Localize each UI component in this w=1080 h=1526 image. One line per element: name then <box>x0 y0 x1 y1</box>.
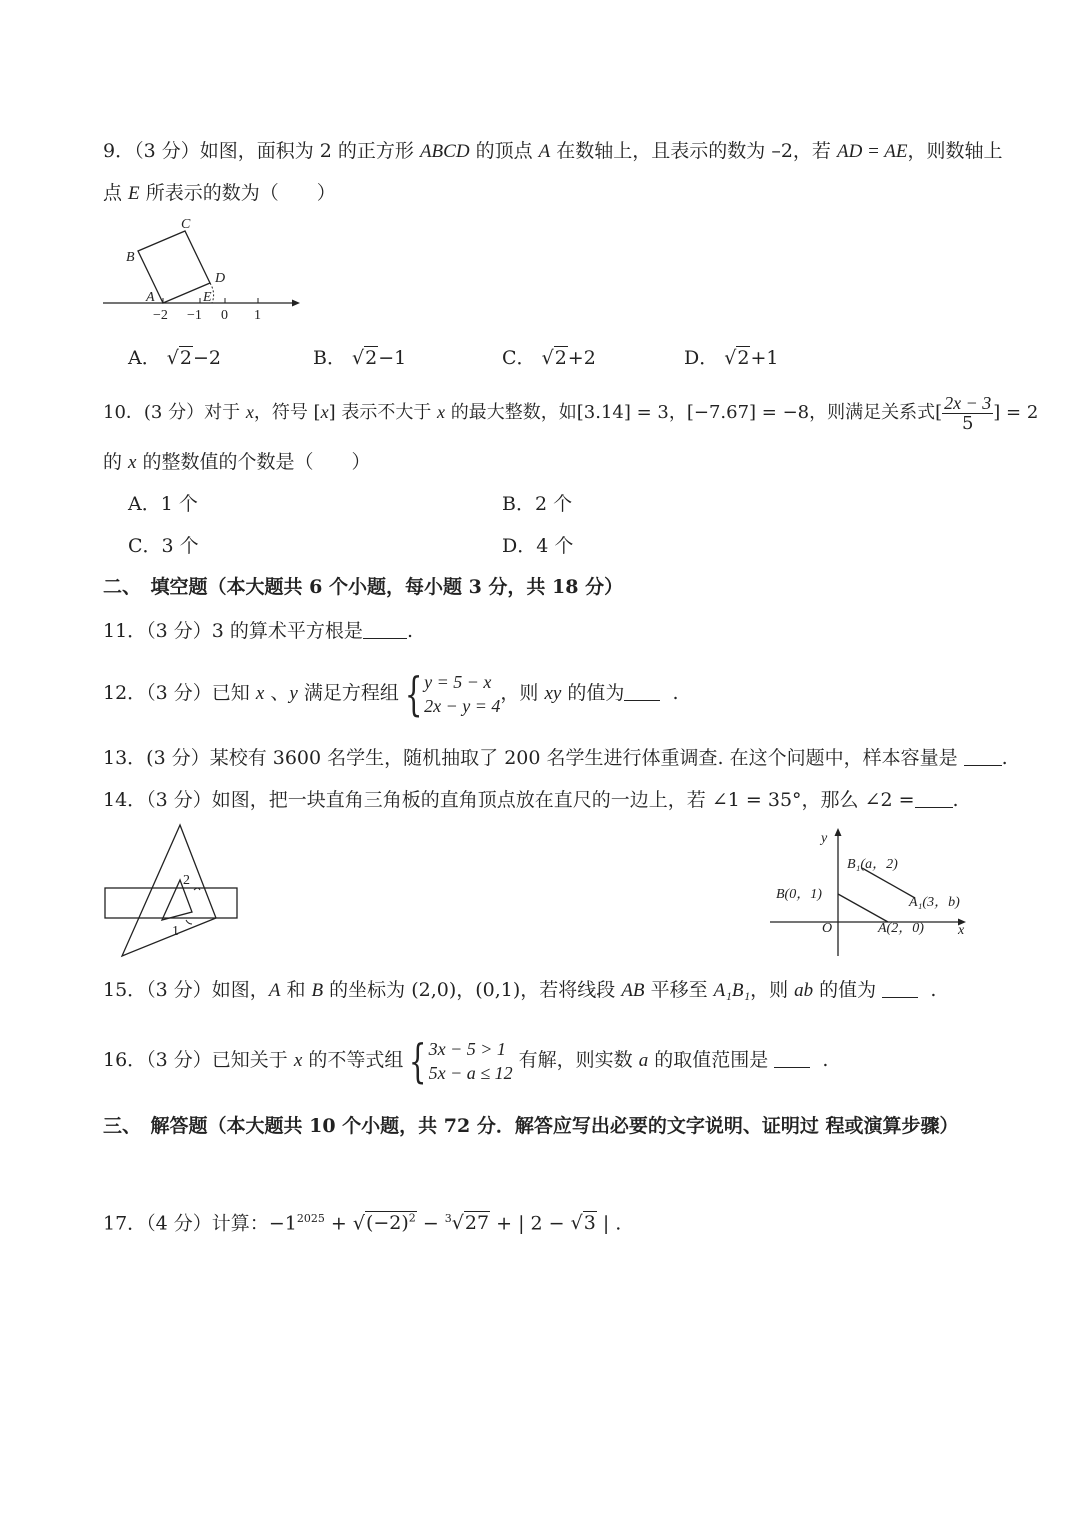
q10-option-d[interactable]: D．4 个 <box>502 535 574 557</box>
label-A: A <box>146 290 155 305</box>
q9-option-d[interactable]: D． √2+1 <box>684 347 779 369</box>
point-b-label: B(0，1) <box>776 887 822 902</box>
answer-blank[interactable] <box>915 789 953 808</box>
q9-equation: AD = AE <box>836 141 908 162</box>
q15-coordinate-figure <box>770 824 980 959</box>
answer-blank[interactable] <box>882 979 918 998</box>
answer-blank[interactable] <box>774 1049 810 1068</box>
q9-option-b[interactable]: B． √2−1 <box>313 347 407 369</box>
angle-1-arc <box>186 920 192 924</box>
q13: 13．(3 分）某校有 3600 名学生，随机抽取了 200 名学生进行体重调查. 在这个问题中，样本容量是 . <box>103 747 1008 769</box>
point-b1-label: B₁(a，2) <box>847 857 898 872</box>
q9-line1: 9．（3 分）如图，面积为 2 的正方形 ABCD 的顶点 A 在数轴上，且表示的数为 –2，若 AD = AE，则数轴上 <box>103 140 1003 162</box>
q10-option-a[interactable]: A．1 个 <box>128 493 198 515</box>
label-E: E <box>203 290 212 305</box>
angle-label-2: 2 <box>183 873 190 888</box>
brace: { <box>409 1034 427 1088</box>
q12: 12．（3 分）已知 x 、y 满足方程组 { y = 5 − x 2x − y = 4 ，则 xy 的值为 . <box>103 667 679 721</box>
tick-label: −2 <box>153 308 168 323</box>
label-B: B <box>126 250 135 265</box>
angle-label-1: 1 <box>172 924 179 939</box>
sqrt-expression: $√(-2)^2$ <box>352 1212 416 1235</box>
q9-option-a[interactable]: A． √2−2 <box>128 347 221 369</box>
tick-label: −1 <box>187 308 202 323</box>
sqrt-expression: √2 <box>166 347 192 369</box>
q10-option-c[interactable]: C．3 个 <box>128 535 199 557</box>
triangle-outer <box>122 825 216 956</box>
section-heading-solutions: 三、 解答题（本大题共 10 个小题，共 72 分．解答应写出必要的文字说明、证明过 程或演算步骤） <box>103 1115 959 1137</box>
q10-line2: 的 x 的整数值的个数是（ ） <box>103 451 371 473</box>
q14: 14．（3 分）如图，把一块直角三角板的直角顶点放在直尺的一边上，若 ∠1 = 35°，那么 ∠2 = . <box>103 789 959 811</box>
origin-label: O <box>822 921 833 936</box>
label-C: C <box>181 217 191 232</box>
point-a1-label: A₁(3，b) <box>909 895 960 910</box>
q10-line1: 10．(3 分）对于 x，符号 [x] 表示不大于 x 的最大整数，如[3.14] = 3，[−7.67] = −8，则满足关系式[ $\frac{2x - 3}{5}$ ] = 2 <box>103 392 1039 434</box>
cube-root-expression: √27 <box>451 1212 490 1235</box>
tick-label: 1 <box>254 308 261 323</box>
tick-label: 0 <box>221 308 228 323</box>
y-axis-label: y <box>821 831 828 846</box>
q9-line2: 点 E 所表示的数为（ ） <box>103 182 336 204</box>
segment-a1b1 <box>862 868 915 898</box>
q9-figure <box>100 213 310 325</box>
label-D: D <box>215 271 226 286</box>
ruler <box>105 888 237 918</box>
point-a-label: A(2，0) <box>878 921 924 936</box>
q11: 11．（3 分）3 的算术平方根是 . <box>103 620 413 642</box>
sqrt-expression: √2 <box>352 347 378 369</box>
q14-figure <box>100 820 245 960</box>
segment-ab <box>838 894 888 922</box>
sqrt-expression: √2 <box>724 347 750 369</box>
equation-system: { y = 5 − x 2x − y = 4 <box>404 667 501 721</box>
q17: 17．（4 分）计算：$-1^{2025} + √(-2)^2 - ^3√27$ + | 2 − √3 | . <box>103 1202 621 1240</box>
number-line-arrow <box>292 300 300 307</box>
brace: { <box>404 667 423 721</box>
answer-blank[interactable] <box>363 620 407 639</box>
sqrt-expression: √2 <box>541 347 567 369</box>
sqrt-expression: √3 <box>570 1212 596 1235</box>
inequality-system: { 3x − 5 > 1 5x − a ≤ 12 <box>409 1034 513 1088</box>
fraction: $\frac{2x - 3}{5}$ <box>944 392 992 434</box>
q9-option-c[interactable]: C． √2+2 <box>502 347 596 369</box>
answer-blank[interactable] <box>964 747 1002 766</box>
q10-option-b[interactable]: B．2 个 <box>502 493 573 515</box>
q15: 15．（3 分）如图，A 和 B 的坐标为 (2,0)，(0,1)，若将线段 AB 平移至 A₁B₁，则 ab 的值为 . <box>103 979 937 1001</box>
section-heading-fill-in: 二、 填空题（本大题共 6 个小题，每小题 3 分，共 18 分） <box>103 576 624 598</box>
y-axis-arrow <box>835 828 842 836</box>
answer-blank[interactable] <box>624 682 660 701</box>
q16: 16．（3 分）已知关于 x 的不等式组 { 3x − 5 > 1 5x − a ≤ 12 有解，则实数 a 的取值范围是 . <box>103 1034 829 1088</box>
square-name: ABCD <box>419 141 470 162</box>
x-axis-label: x <box>958 923 965 938</box>
